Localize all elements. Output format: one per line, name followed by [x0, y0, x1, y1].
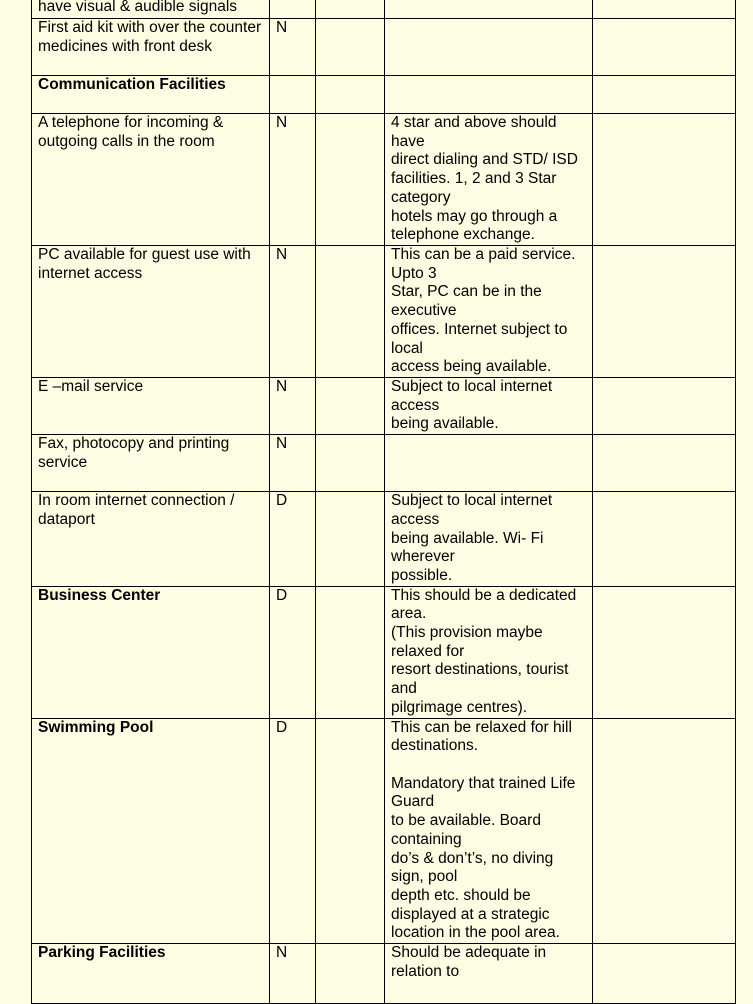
empty-cell — [316, 76, 385, 114]
item-cell: E –mail service — [32, 378, 270, 435]
table-row — [32, 435, 736, 492]
remark-cell: This should be a dedicated area. (This provision maybe relaxed for resort destinations, tourist and pilgrimage centres). — [385, 586, 593, 718]
code-cell: N — [270, 114, 316, 246]
table-row — [32, 246, 736, 378]
code-cell: N — [270, 435, 316, 492]
code-cell: N — [270, 378, 316, 435]
item-cell: Fax, photocopy and printing service — [32, 435, 270, 492]
empty-cell — [593, 718, 736, 943]
table-row — [32, 378, 736, 435]
item-cell: have visual & audible signals — [32, 0, 270, 19]
code-cell: D — [270, 586, 316, 718]
code-cell: D — [270, 492, 316, 587]
empty-cell — [593, 19, 736, 76]
remark-cell: Subject to local internet access being available. Wi- Fi wherever possible. — [385, 492, 593, 587]
empty-cell — [593, 246, 736, 378]
item-cell: PC available for guest use with internet access — [32, 246, 270, 378]
empty-cell — [316, 944, 385, 1004]
item-cell: First aid kit with over the counter medicines with front desk — [32, 19, 270, 76]
remark-cell: This can be relaxed for hill destinations. Mandatory that trained Life Guard to be available. Board containing do’s & don’t’s, no diving sign, pool depth etc. should be displayed at a strategic location in the pool area. — [385, 718, 593, 943]
empty-cell — [316, 246, 385, 378]
code-cell: N — [270, 944, 316, 1004]
remark-cell: Subject to local internet access being available. — [385, 378, 593, 435]
empty-cell — [316, 19, 385, 76]
table-row — [32, 492, 736, 587]
table-row — [32, 586, 736, 718]
code-cell: N — [270, 19, 316, 76]
code-cell — [270, 76, 316, 114]
empty-cell — [316, 718, 385, 943]
remark-cell: Should be adequate in relation to — [385, 944, 593, 1004]
empty-cell — [316, 0, 385, 19]
item-cell: A telephone for incoming & outgoing calls in the room — [32, 114, 270, 246]
empty-cell — [316, 114, 385, 246]
table-row — [32, 19, 736, 76]
empty-cell — [593, 944, 736, 1004]
code-cell — [270, 0, 316, 19]
item-cell: Business Center — [32, 586, 270, 718]
empty-cell — [593, 586, 736, 718]
empty-cell — [593, 492, 736, 587]
item-cell: Communication Facilities — [32, 76, 270, 114]
table-body — [32, 0, 736, 1004]
item-cell: In room internet connection / dataport — [32, 492, 270, 587]
code-cell: N — [270, 246, 316, 378]
table-row — [32, 0, 736, 19]
item-cell: Parking Facilities — [32, 944, 270, 1004]
item-cell: Swimming Pool — [32, 718, 270, 943]
remark-cell — [385, 76, 593, 114]
empty-cell — [316, 492, 385, 587]
remark-cell — [385, 19, 593, 76]
empty-cell — [593, 0, 736, 19]
standards-table — [31, 0, 736, 1004]
empty-cell — [316, 378, 385, 435]
empty-cell — [593, 76, 736, 114]
empty-cell — [593, 378, 736, 435]
remark-cell: This can be a paid service. Upto 3 Star, PC can be in the executive offices. Internet subject to local access being available. — [385, 246, 593, 378]
table-row — [32, 114, 736, 246]
table-row — [32, 76, 736, 114]
code-cell: D — [270, 718, 316, 943]
remark-cell — [385, 0, 593, 19]
table-row — [32, 944, 736, 1004]
empty-cell — [316, 586, 385, 718]
empty-cell — [593, 435, 736, 492]
remark-cell — [385, 435, 593, 492]
empty-cell — [593, 114, 736, 246]
empty-cell — [316, 435, 385, 492]
table-row — [32, 718, 736, 943]
remark-cell: 4 star and above should have direct dialing and STD/ ISD facilities. 1, 2 and 3 Star category hotels may go through a telephone exchange. — [385, 114, 593, 246]
